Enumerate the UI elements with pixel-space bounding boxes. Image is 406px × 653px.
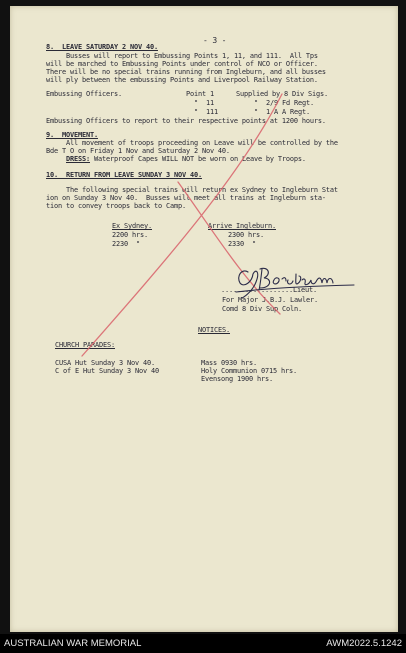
sec8-report-line: Embussing Officers to report to their respective points at 1200 hours. xyxy=(46,117,326,125)
sec9-line-1: All movement of troops proceeding on Leave will be controlled by the xyxy=(66,139,338,147)
sec8-line-3: There will be no special trains running from Ingleburn, and all busses xyxy=(46,68,326,76)
church-row-2-right: Holy Communion 0715 hrs. xyxy=(201,367,297,375)
point-1: Point 1 xyxy=(186,90,214,98)
arrive-time-1: 2300 hrs. xyxy=(228,231,264,239)
church-row-1-right: Mass 0930 hrs. xyxy=(201,359,257,367)
sec10-line-2: ion on Sunday 3 Nov 40. Busses will meet all trains at Ingleburn sta- xyxy=(46,194,326,202)
handwritten-signature xyxy=(236,268,354,298)
notices-heading: NOTICES. xyxy=(198,326,230,334)
red-cross-mark xyxy=(82,94,282,356)
church-row-2-left: C of E Hut Sunday 3 Nov 40 xyxy=(55,367,159,375)
archive-reference: AWM2022.5.1242 xyxy=(326,638,402,649)
sec10-line-1: The following special trains will return ex Sydney to Ingleburn Stat xyxy=(66,186,338,194)
sec10-line-3: tion to convey troops back to Camp. xyxy=(46,202,186,210)
document-page xyxy=(10,6,398,632)
point-111: " 111 xyxy=(194,108,218,116)
church-parades-heading: CHURCH PARADES: xyxy=(55,341,115,349)
church-row-1-left: CUSA Hut Sunday 3 Nov 40. xyxy=(55,359,155,367)
archive-footer xyxy=(0,634,406,653)
lieut-line: ..................Lieut. xyxy=(221,286,317,294)
dress-label: DRESS: xyxy=(66,155,90,163)
archive-name: AUSTRALIAN WAR MEMORIAL xyxy=(4,638,142,649)
arrive-ingleburn-header: Arrive Ingleburn. xyxy=(208,222,276,230)
sec8-line-2: will be marched to Embussing Points under control of NCO or Officer. xyxy=(46,60,318,68)
ex-time-1: 2200 hrs. xyxy=(112,231,148,239)
church-row-3-right: Evensong 1900 hrs. xyxy=(201,375,273,383)
sec8-line-1: Busses will report to Embussing Points 1, 11, and 111. All Tps xyxy=(66,52,318,60)
arrive-time-2: 2330 " xyxy=(228,240,256,248)
sec9-line-2: Bde T O on Friday 1 Nov and Saturday 2 Nov 40. xyxy=(46,147,230,155)
dress-text: Waterproof Capes WILL NOT be worn on Leave by Troops. xyxy=(90,155,306,163)
point-11: " 11 xyxy=(194,99,214,107)
embussing-officers-label: Embussing Officers. xyxy=(46,90,122,98)
page-number: - 3 - xyxy=(203,36,227,45)
point-11-supplied: " 2/9 Fd Regt. xyxy=(254,99,314,107)
ex-time-2: 2230 " xyxy=(112,240,140,248)
sec8-line-4: will ply between the embussing Points and Liverpool Railway Station. xyxy=(46,76,318,84)
comd-line: Comd 8 Div Sup Coln. xyxy=(222,305,302,313)
ex-sydney-header: Ex Sydney. xyxy=(112,222,152,230)
point-111-supplied: " 1 A A Regt. xyxy=(254,108,310,116)
heading-text: 10. RETURN FROM LEAVE SUNDAY 3 NOV 40. xyxy=(46,171,202,179)
cancellation-cross-and-signature xyxy=(10,6,398,632)
point-1-supplied: Supplied by 8 Div Sigs. xyxy=(236,90,328,98)
for-major-line: For Major J.B.J. Lawler. xyxy=(222,296,318,304)
heading-text: 8. LEAVE SATURDAY 2 NOV 40. xyxy=(46,43,158,51)
heading-text: 9. MOVEMENT. xyxy=(46,131,98,139)
